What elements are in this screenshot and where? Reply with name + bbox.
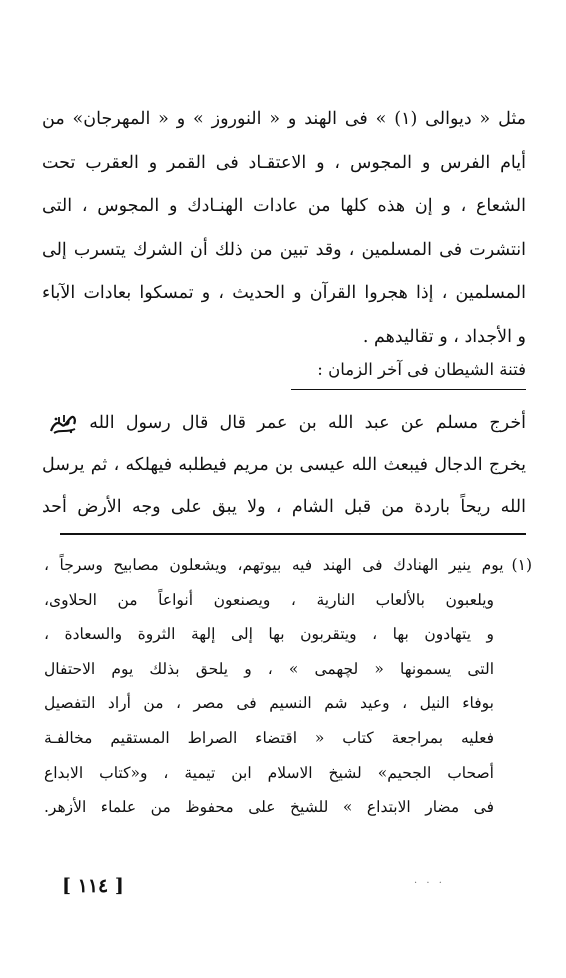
scan-speckle: · · ·	[414, 878, 445, 889]
footnote-block	[44, 548, 532, 825]
footnote-line: أصحاب الجحيم» لشيخ الاسلام ابن تيمية ، و«كتاب الابداع	[44, 763, 494, 782]
footnote-line: فعليه بمراجعة كتاب « اقتضاء الصراط المستقيم مخالفـة	[44, 728, 494, 747]
heading-underline	[291, 389, 526, 390]
section-heading: فتنة الشيطان فى آخر الزمان :	[317, 360, 526, 379]
main-paragraph	[42, 98, 526, 359]
footnote-divider	[60, 533, 526, 535]
salawat-calligraphy-icon	[48, 411, 78, 437]
body-line: و الأجداد ، و تقاليدهم .	[362, 326, 526, 347]
body-line: انتشرت فى المسلمين ، وقد تبين من ذلك أن الشرك يتسرب إلى	[42, 239, 526, 260]
hadith-line-text: أخرج مسلم عن عبد الله بن عمر قال قال رسول الله	[89, 413, 526, 433]
hadith-line: يخرج الدجال فيبعث الله عيسى بن مريم فيطلبه فيهلكه ، ثم يرسل	[42, 455, 526, 475]
hadith-line: الله ريحاً باردة من قبل الشام ، ولا يبق على وجه الأرض أحد	[42, 497, 526, 517]
body-line: الشعاع ، و إن هذه كلها من عادات الهنـادك و المجوس ، التى	[42, 196, 526, 216]
footnote-line: بوفاء النيل ، وعيد شم النسيم فى مصر ، من أراد التفصيل	[44, 694, 494, 713]
footnote-line: فى مضار الابتداع » للشيخ على محفوظ من علماء الأزهر.	[44, 798, 494, 817]
footnote-line: و يتهادون بها ، ويتقربون بها إلى إلهة الثروة والسعادة ،	[44, 625, 494, 644]
body-line: المسلمين ، إذا هجروا القرآن و الحديث ، و تمسكوا بعادات الآباء	[42, 283, 526, 303]
footnote-text: يوم ينير الهنادك فى الهند فيه بيوتهم، ويشعلون مصابيح وسرجاً ،	[44, 556, 504, 574]
footnote-line	[44, 548, 532, 583]
footnote-marker: (١)	[511, 556, 532, 574]
hadith-paragraph	[42, 402, 526, 528]
footnote-line: ويلعبون بالألعاب النارية ، ويصنعون أنواعاً من الحلاوى،	[44, 590, 494, 609]
body-line: أيام الفرس و المجوس ، و الاعتقـاد فى القمر و العقرب تحت	[42, 152, 526, 173]
page-number: [ ١١٤ ]	[62, 875, 124, 897]
hadith-line	[42, 402, 526, 444]
footnote-line: التى يسمونها « لچهمى » ، و يلحق بذلك يوم الاحتفال	[44, 659, 494, 678]
body-line: مثل « ديوالى (١) » فى الهند و « النوروز » و « المهرجان» من	[42, 109, 526, 129]
